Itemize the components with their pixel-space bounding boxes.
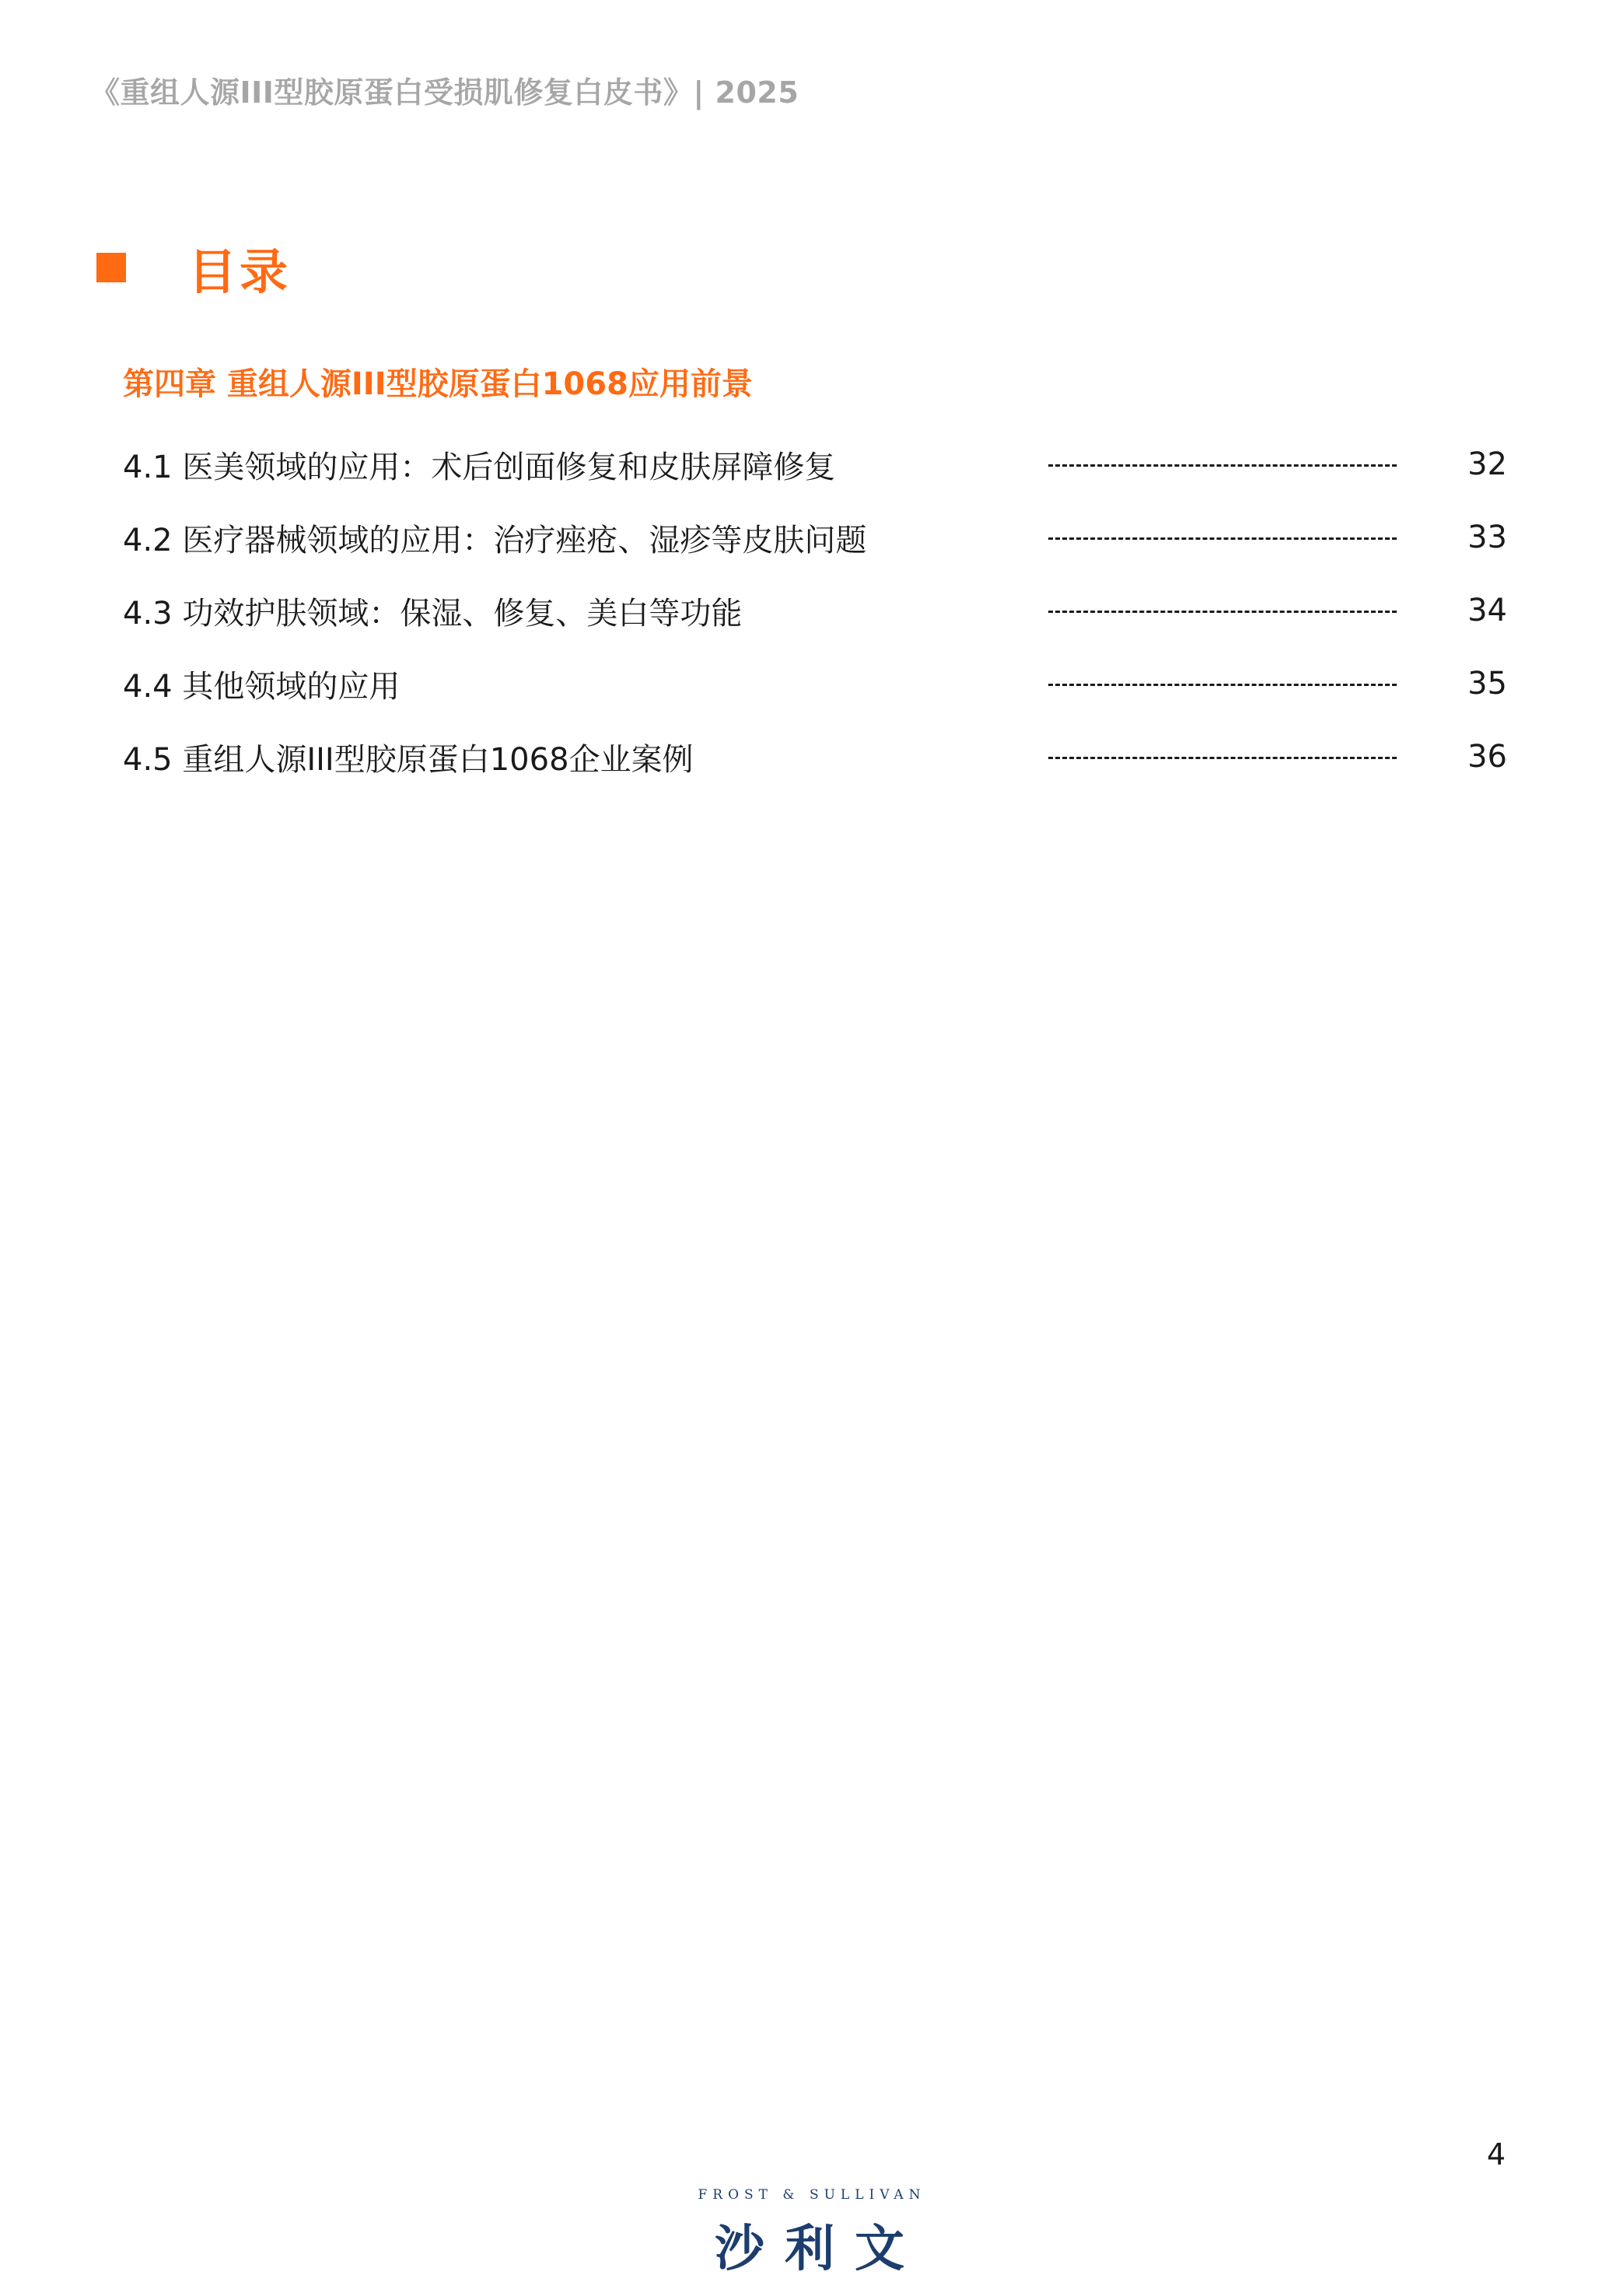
toc-title: 目录 — [188, 243, 292, 300]
toc-title-row — [96, 233, 291, 302]
toc-entry[interactable] — [123, 574, 1507, 647]
square-bullet-icon — [96, 253, 126, 282]
toc-entry-page: 36 — [1467, 739, 1507, 775]
dot-leader — [1048, 757, 1397, 759]
toc-entry-page: 32 — [1467, 446, 1507, 482]
toc-entry-label: 4.4 其他领域的应用 — [123, 668, 401, 705]
toc-entry[interactable] — [123, 501, 1507, 574]
logo-english-text: FROST & SULLIVAN — [698, 2187, 926, 2203]
chapter-heading: 第四章 重组人源III型胶原蛋白1068应用前景 — [123, 366, 753, 402]
toc-list — [123, 428, 1507, 793]
toc-entry[interactable] — [123, 720, 1507, 793]
toc-entry-label: 4.3 功效护肤领域：保湿、修复、美白等功能 — [123, 595, 743, 632]
toc-entry-label: 4.5 重组人源III型胶原蛋白1068企业案例 — [123, 741, 694, 778]
frost-sullivan-logo — [687, 2187, 936, 2280]
running-header: 《重组人源III型胶原蛋白受损肌修复白皮书》| 2025 — [90, 75, 799, 110]
dot-leader — [1048, 537, 1397, 540]
toc-entry-label: 4.2 医疗器械领域的应用：治疗痤疮、湿疹等皮肤问题 — [123, 522, 867, 558]
toc-entry-label: 4.1 医美领域的应用：术后创面修复和皮肤屏障修复 — [123, 449, 836, 485]
toc-entry[interactable] — [123, 647, 1507, 720]
toc-entry-page: 35 — [1467, 666, 1507, 702]
toc-entry-page: 33 — [1467, 520, 1507, 555]
page-number: 4 — [1486, 2137, 1506, 2172]
dot-leader — [1048, 684, 1397, 686]
logo-chinese-text: 沙利文 — [715, 2221, 925, 2278]
toc-entry-page: 34 — [1467, 593, 1507, 628]
dot-leader — [1048, 464, 1397, 467]
dot-leader — [1048, 611, 1397, 613]
toc-entry[interactable] — [123, 428, 1507, 501]
